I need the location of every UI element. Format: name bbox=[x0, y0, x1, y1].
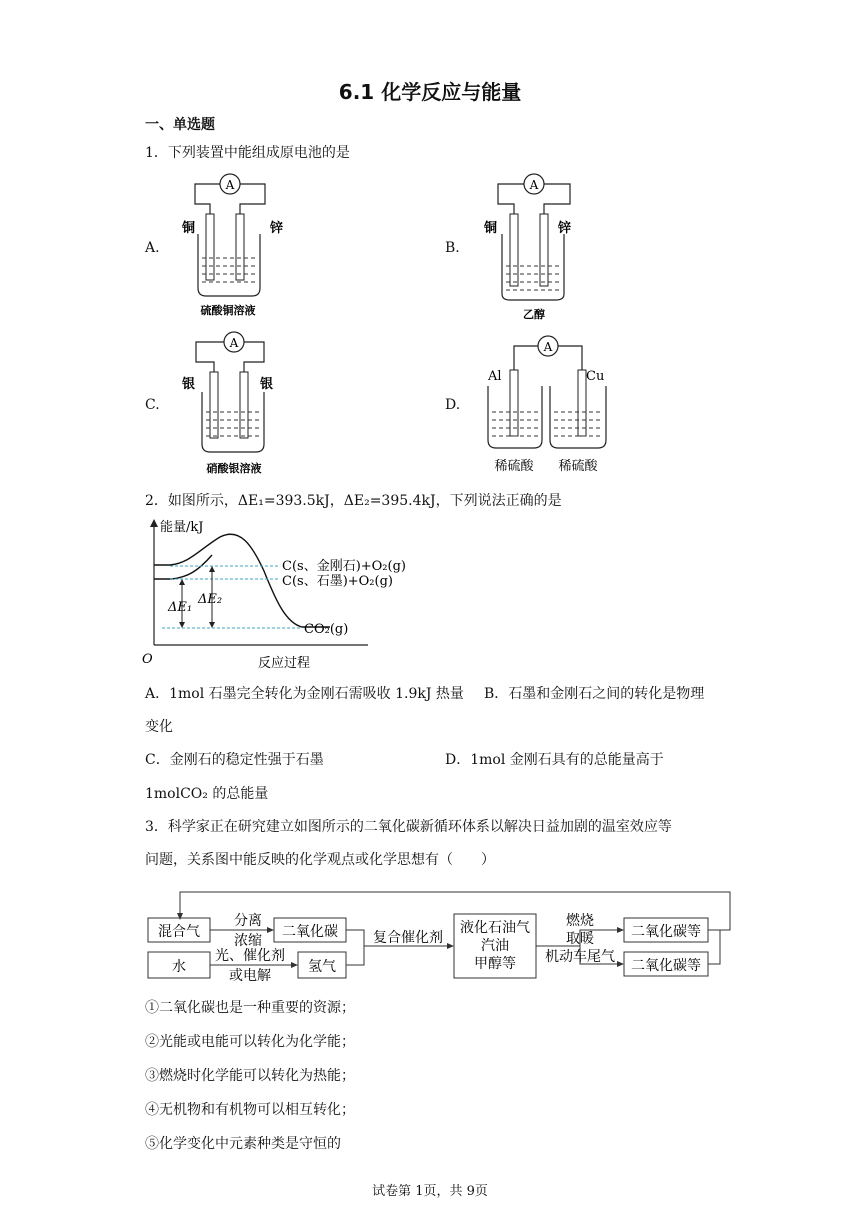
label-concentrate: 浓缩 bbox=[234, 933, 262, 949]
q1-option-d-letter[interactable]: D. bbox=[445, 397, 461, 413]
label-methanol: 甲醇等 bbox=[474, 956, 516, 972]
solution-label: 硫酸铜溶液 bbox=[200, 304, 256, 317]
ammeter-label: A bbox=[543, 340, 553, 354]
page-footer: 试卷第 1页，共 9页 bbox=[372, 1184, 488, 1199]
y-axis-arrow bbox=[150, 519, 158, 527]
electrode-right-label: Cu bbox=[586, 369, 605, 384]
de2-label: ΔE₂ bbox=[198, 592, 223, 607]
label-co2-out1: 二氧化碳等 bbox=[631, 924, 701, 940]
page-title: 6.1 化学反应与能量 bbox=[338, 80, 522, 104]
label-co2: 二氧化碳 bbox=[282, 924, 338, 940]
ammeter-label: A bbox=[229, 336, 239, 350]
level-diamond-label: C(s、金刚石)+O₂(g) bbox=[282, 559, 406, 574]
label-mixed-gas: 混合气 bbox=[158, 924, 200, 940]
q2-option-b-line2: 变化 bbox=[145, 719, 173, 735]
question-1-stem: 1．下列装置中能组成原电池的是 bbox=[145, 145, 350, 161]
q3-statement-4: ④无机物和有机物可以相互转化； bbox=[145, 1102, 355, 1118]
q3-statement-3: ③燃烧时化学能可以转化为热能； bbox=[145, 1068, 355, 1084]
q1-option-d-diagram bbox=[480, 330, 620, 475]
electrode-right-label: 锌 bbox=[558, 221, 572, 236]
question-3-stem-line1: 3．科学家正在研究建立如图所示的二氧化碳新循环体系以解决日益加剧的温室效应等 bbox=[145, 819, 672, 835]
solution-right-label: 稀硫酸 bbox=[558, 459, 598, 474]
q3-statement-2: ②光能或电能可以转化为化学能； bbox=[145, 1034, 355, 1050]
q2-option-c[interactable]: C．金刚石的稳定性强于石墨 bbox=[145, 752, 324, 768]
q2-option-d-line1[interactable]: D．1mol 金刚石具有的总能量高于 bbox=[445, 752, 664, 768]
label-light-catalyst: 光、催化剂 bbox=[215, 948, 285, 964]
label-co2-out2: 二氧化碳等 bbox=[631, 958, 701, 974]
ammeter-label: A bbox=[529, 178, 539, 192]
ammeter-label: A bbox=[225, 178, 235, 192]
label-catalyst: 复合催化剂 bbox=[373, 930, 443, 946]
label-gasoline: 汽油 bbox=[481, 938, 509, 954]
label-hydrogen: 氢气 bbox=[308, 959, 336, 975]
electrode-left-label: Al bbox=[488, 369, 502, 384]
q1-option-c-letter[interactable]: C. bbox=[145, 397, 160, 413]
solution-label: 乙醇 bbox=[523, 308, 545, 321]
section-heading: 一、单选题 bbox=[145, 117, 215, 133]
y-axis-label: 能量/kJ bbox=[160, 520, 204, 535]
origin-label: O bbox=[142, 652, 153, 667]
de1-label: ΔE₁ bbox=[168, 600, 193, 615]
label-exhaust: 机动车尾气 bbox=[545, 949, 615, 965]
q3-co2-cycle-diagram bbox=[140, 888, 740, 988]
label-burn: 燃烧 bbox=[566, 913, 594, 929]
q1-option-b-diagram bbox=[480, 170, 590, 320]
label-electrolysis: 或电解 bbox=[229, 968, 271, 984]
electrode-left-label: 铜 bbox=[484, 221, 498, 236]
q2-energy-diagram bbox=[140, 515, 406, 673]
question-2-stem: 2．如图所示，ΔE₁=393.5kJ，ΔE₂=395.4kJ，下列说法正确的是 bbox=[145, 493, 562, 509]
q2-option-d-line2: 1molCO₂ 的总能量 bbox=[145, 786, 269, 802]
q1-option-b-letter[interactable]: B. bbox=[445, 240, 460, 256]
reaction-curve-graphite bbox=[154, 555, 212, 579]
q1-option-a-letter[interactable]: A. bbox=[145, 240, 160, 256]
label-heating: 取暖 bbox=[566, 931, 594, 947]
solution-left-label: 稀硫酸 bbox=[494, 459, 534, 474]
electrode-left-label: 银 bbox=[182, 377, 196, 392]
level-co2-label: CO₂(g) bbox=[304, 622, 349, 637]
q3-statement-5: ⑤化学变化中元素种类是守恒的 bbox=[145, 1136, 341, 1152]
q1-option-c-diagram bbox=[180, 328, 290, 478]
electrode-right-label: 银 bbox=[260, 377, 274, 392]
x-axis-label: 反应过程 bbox=[258, 656, 311, 671]
q2-option-b-line1[interactable]: B．石墨和金刚石之间的转化是物理 bbox=[484, 686, 705, 702]
q3-statement-1: ①二氧化碳也是一种重要的资源； bbox=[145, 1000, 355, 1016]
label-lpg: 液化石油气 bbox=[460, 920, 530, 936]
level-graphite-label: C(s、石墨)+O₂(g) bbox=[282, 574, 393, 589]
solution-label: 硝酸银溶液 bbox=[206, 462, 262, 475]
question-3-stem-line2: 问题，关系图中能反映的化学观点或化学思想有（ ） bbox=[145, 852, 495, 868]
label-water: 水 bbox=[172, 959, 186, 975]
q1-option-a-diagram bbox=[180, 170, 290, 320]
electrode-left-label: 铜 bbox=[182, 221, 196, 236]
q2-option-a[interactable]: A．1mol 石墨完全转化为金刚石需吸收 1.9kJ 热量 bbox=[145, 686, 464, 702]
electrode-right-label: 锌 bbox=[270, 221, 284, 236]
label-separate: 分离 bbox=[234, 913, 262, 929]
